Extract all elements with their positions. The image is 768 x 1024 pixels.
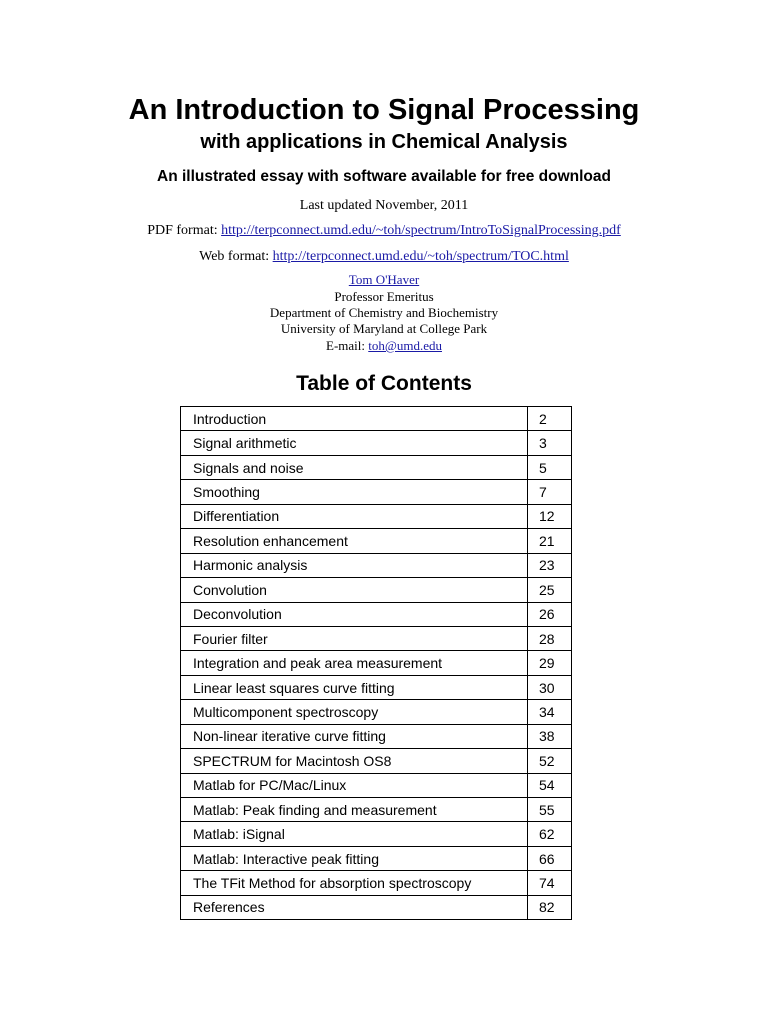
toc-entry-title: Harmonic analysis xyxy=(181,553,528,577)
toc-entry-title: Introduction xyxy=(181,407,528,431)
toc-entry-title: The TFit Method for absorption spectroscopy xyxy=(181,871,528,895)
toc-row[interactable] xyxy=(181,578,572,602)
toc-entry-title: Resolution enhancement xyxy=(181,529,528,553)
toc-entry-page: 38 xyxy=(528,724,572,748)
toc-row[interactable] xyxy=(181,455,572,479)
toc-row[interactable] xyxy=(181,675,572,699)
toc-row[interactable] xyxy=(181,798,572,822)
toc-row[interactable] xyxy=(181,651,572,675)
toc-heading: Table of Contents xyxy=(296,372,472,395)
web-link[interactable]: http://terpconnect.umd.edu/~toh/spectrum/TOC.html xyxy=(272,249,569,264)
toc-row[interactable] xyxy=(181,407,572,431)
toc-entry-page: 26 xyxy=(528,602,572,626)
toc-row[interactable] xyxy=(181,529,572,553)
toc-entry-page: 82 xyxy=(528,895,572,919)
toc-entry-page: 52 xyxy=(528,749,572,773)
toc-entry-title: Deconvolution xyxy=(181,602,528,626)
toc-entry-page: 30 xyxy=(528,675,572,699)
toc-row[interactable] xyxy=(181,480,572,504)
toc-row[interactable] xyxy=(181,504,572,528)
toc-table-body xyxy=(181,407,572,920)
toc-row[interactable] xyxy=(181,822,572,846)
toc-entry-title: References xyxy=(181,895,528,919)
toc-entry-title: SPECTRUM for Macintosh OS8 xyxy=(181,749,528,773)
toc-row[interactable] xyxy=(181,846,572,870)
toc-entry-page: 3 xyxy=(528,431,572,455)
email-link[interactable]: toh@umd.edu xyxy=(368,338,442,353)
toc-entry-page: 12 xyxy=(528,504,572,528)
toc-entry-title: Convolution xyxy=(181,578,528,602)
author-role: Professor Emeritus xyxy=(334,289,434,304)
toc-entry-title: Non-linear iterative curve fitting xyxy=(181,724,528,748)
email-line xyxy=(0,337,768,355)
toc-entry-page: 25 xyxy=(528,578,572,602)
toc-row[interactable] xyxy=(181,626,572,650)
toc-entry-page: 2 xyxy=(528,407,572,431)
toc-row[interactable] xyxy=(181,895,572,919)
toc-entry-title: Differentiation xyxy=(181,504,528,528)
toc-entry-title: Multicomponent spectroscopy xyxy=(181,700,528,724)
toc-entry-page: 23 xyxy=(528,553,572,577)
document-tagline: An illustrated essay with software available for free download xyxy=(157,168,611,185)
toc-entry-page: 74 xyxy=(528,871,572,895)
toc-row[interactable] xyxy=(181,749,572,773)
toc-entry-title: Signal arithmetic xyxy=(181,431,528,455)
toc-entry-title: Fourier filter xyxy=(181,626,528,650)
toc-entry-title: Matlab: Peak finding and measurement xyxy=(181,798,528,822)
toc-entry-page: 54 xyxy=(528,773,572,797)
toc-entry-page: 66 xyxy=(528,846,572,870)
toc-entry-title: Matlab: Interactive peak fitting xyxy=(181,846,528,870)
toc-entry-title: Matlab for PC/Mac/Linux xyxy=(181,773,528,797)
document-title: An Introduction to Signal Processing xyxy=(128,94,640,126)
toc-entry-title: Smoothing xyxy=(181,480,528,504)
toc-row[interactable] xyxy=(181,773,572,797)
document-subtitle: with applications in Chemical Analysis xyxy=(200,131,568,153)
toc-row[interactable] xyxy=(181,431,572,455)
toc-entry-page: 62 xyxy=(528,822,572,846)
toc-row[interactable] xyxy=(181,602,572,626)
toc-entry-page: 28 xyxy=(528,626,572,650)
toc-table xyxy=(180,406,572,920)
toc-row[interactable] xyxy=(181,700,572,724)
web-format-line xyxy=(0,247,768,267)
pdf-format-label: PDF format: xyxy=(147,223,222,238)
email-label: E-mail: xyxy=(326,338,369,353)
toc-entry-title: Signals and noise xyxy=(181,455,528,479)
toc-entry-page: 29 xyxy=(528,651,572,675)
toc-row[interactable] xyxy=(181,553,572,577)
toc-row[interactable] xyxy=(181,724,572,748)
toc-entry-page: 34 xyxy=(528,700,572,724)
author-line xyxy=(0,271,768,289)
author-link[interactable]: Tom O'Haver xyxy=(348,272,420,287)
pdf-link[interactable]: http://terpconnect.umd.edu/~toh/spectrum/IntroToSignalProcessing.pdf xyxy=(221,223,621,238)
toc-row[interactable] xyxy=(181,871,572,895)
toc-entry-title: Matlab: iSignal xyxy=(181,822,528,846)
author-university: University of Maryland at College Park xyxy=(280,321,488,336)
toc-entry-page: 7 xyxy=(528,480,572,504)
pdf-format-line xyxy=(0,221,768,241)
web-format-label: Web format: xyxy=(199,249,273,264)
toc-entry-page: 55 xyxy=(528,798,572,822)
toc-entry-page: 21 xyxy=(528,529,572,553)
toc-entry-title: Integration and peak area measurement xyxy=(181,651,528,675)
author-department: Department of Chemistry and Biochemistry xyxy=(269,305,499,320)
toc-entry-page: 5 xyxy=(528,455,572,479)
toc-entry-title: Linear least squares curve fitting xyxy=(181,675,528,699)
last-updated: Last updated November, 2011 xyxy=(299,198,469,213)
